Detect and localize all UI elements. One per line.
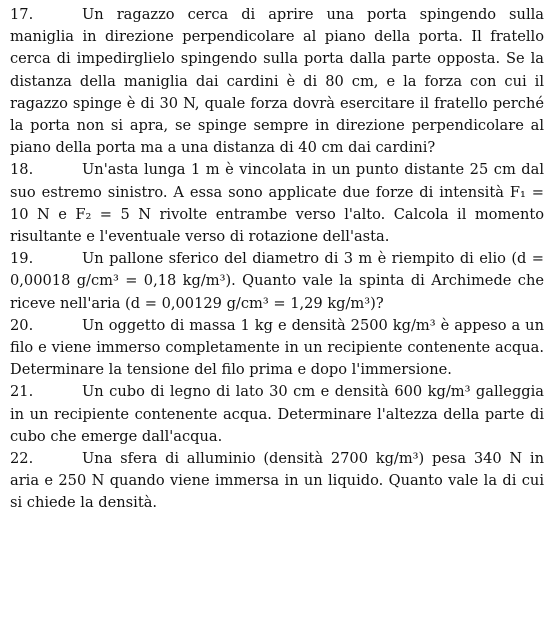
problem-text: Una sfera di alluminio (densità 2700 kg/m³) pesa 340 N in aria e 250 N quando viene immersa in un liquido. Quanto vale la di cui si chiede la densità. (10, 450, 544, 512)
problem-18 (10, 159, 544, 248)
problem-number: 21. (10, 383, 34, 401)
problem-number: 20. (10, 316, 34, 334)
problem-text: Un pallone sferico del diametro di 3 m è riempito di elio (d = 0,00018 g/cm³ = 0,18 kg/m³). Quanto vale la spinta di Archimede che riceve nell'aria (d = 0,00129 g/cm³ = 1,29 kg/m³)? (10, 250, 544, 312)
problem-21 (10, 381, 544, 448)
problem-17 (10, 4, 544, 159)
problem-text: Un oggetto di massa 1 kg e densità 2500 kg/m³ è appeso a un filo e viene immerso completamente in un recipiente contenente acqua. Determinare la tensione del filo prima e dopo l'immersione. (10, 316, 544, 379)
problem-number: 22. (10, 450, 34, 468)
problem-text: Un cubo di legno di lato 30 cm e densità 600 kg/m³ galleggia in un recipiente contenente acqua. Determinare l'altezza della parte di cubo che emerge dall'acqua. (10, 383, 544, 445)
problem-number: 17. (10, 6, 34, 23)
problem-number: 19. (10, 250, 34, 268)
problem-text: Un'asta lunga 1 m è vincolata in un punto distante 25 cm dal suo estremo sinistro. A essa sono applicate due forze di intensità F₁ = 10 N e F₂ = 5 N rivolte entrambe verso l'alto. Calcola il momento risultante e l'eventuale verso di rotazione dell'asta. (10, 161, 544, 246)
problem-number: 18. (10, 161, 34, 179)
problem-19 (10, 248, 544, 315)
problem-text: Un ragazzo cerca di aprire una porta spingendo sulla maniglia in direzione perpendicolare al piano della porta. Il fratello cerca di impedirglielo spingendo sulla porta dalla parte opposta. Se la distanza della maniglia dai cardini è di 80 cm, e la forza con cui il ragazzo spinge è di 30 N, quale forza dovrà esercitare il fratello perché la porta non si apra, se spinge sempre in direzione perpendicolare al piano della porta ma a una distanza di 40 cm dai cardini? (10, 6, 544, 157)
exercise-sheet (10, 4, 544, 515)
problem-20 (10, 315, 544, 382)
problem-22 (10, 448, 544, 515)
